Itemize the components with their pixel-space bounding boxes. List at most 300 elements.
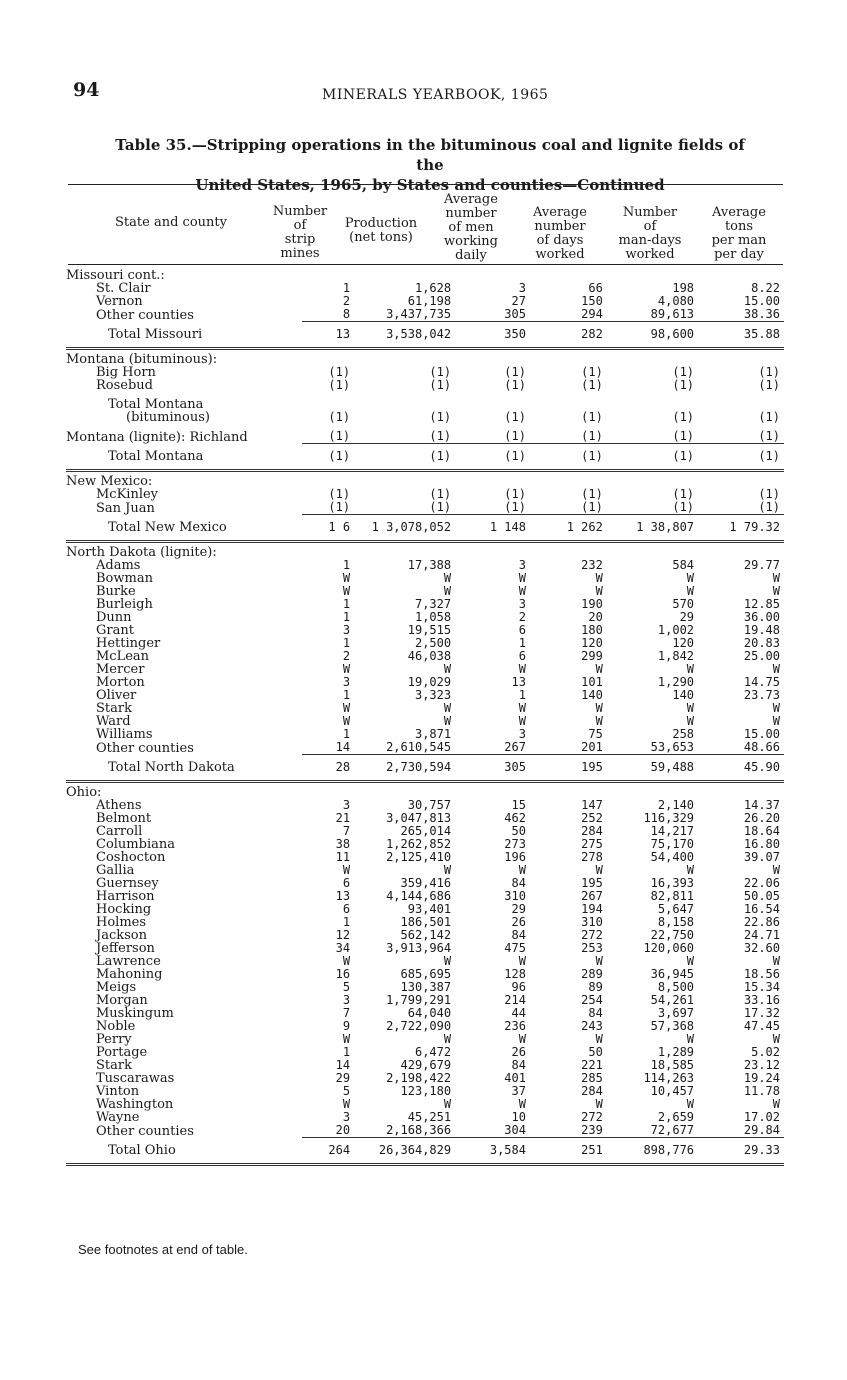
cell-days-worked: 253 [581, 941, 603, 955]
cell-man-days: (1) [672, 378, 695, 392]
cell-days-worked: 180 [581, 623, 603, 637]
cell-men-daily: 27 [511, 294, 526, 308]
cell-man-days: (1) [672, 429, 695, 443]
cell-men-daily: 15 [511, 798, 526, 812]
cell-days-worked: 147 [581, 798, 603, 812]
table-row [66, 942, 784, 955]
row-label: Columbiana [96, 838, 175, 851]
cell-man-days: 1 38,807 [609, 515, 698, 542]
row-label: North Dakota (lignite): [66, 545, 217, 559]
cell-tons-per-man: 17.32 [743, 1006, 780, 1020]
table-row [66, 430, 784, 444]
row-label: (bituminous) [126, 411, 210, 424]
cell-tons-per-man: 39.07 [743, 850, 780, 864]
cell-production: 4,144,686 [386, 889, 452, 903]
cell-tons-per-man: (1) [758, 487, 780, 501]
cell-strip-mines: W [342, 1097, 351, 1111]
row-label: Gallia [96, 864, 135, 877]
cell-days-worked: 1 262 [532, 515, 609, 542]
cell-man-days: 1,842 [657, 649, 695, 663]
row-label: Vinton [96, 1085, 140, 1098]
cell-tons-per-man: 19.24 [743, 1071, 780, 1085]
row-label: Big Horn [96, 366, 156, 379]
cell-strip-mines: W [342, 863, 351, 877]
cell-tons-per-man: 1 79.32 [698, 515, 784, 542]
cell-tons-per-man: (1) [758, 410, 780, 424]
cell-men-daily: 273 [504, 837, 526, 851]
cell-production: W [443, 954, 452, 968]
cell-production: 123,180 [400, 1084, 452, 1098]
cell-man-days: 2,140 [657, 798, 695, 812]
row-label: Burleigh [96, 598, 153, 611]
table-row [66, 741, 784, 755]
cell-man-days: (1) [672, 500, 695, 514]
cell-men-daily: 305 [455, 755, 532, 782]
cell-men-daily: W [518, 1032, 526, 1046]
cell-production: W [443, 1032, 452, 1046]
cell-strip-mines: 14 [335, 740, 351, 754]
cell-men-daily: 13 [511, 675, 526, 689]
cell-men-daily: 6 [518, 623, 526, 637]
cell-days-worked: 150 [581, 294, 603, 308]
cell-days-worked: (1) [532, 444, 609, 471]
cell-strip-mines: 34 [335, 941, 351, 955]
row-label: Hettinger [96, 637, 161, 650]
cell-strip-mines: 1 [342, 610, 351, 624]
cell-strip-mines: 7 [342, 1006, 351, 1020]
cell-men-daily: 3,584 [455, 1138, 532, 1165]
cell-tons-per-man: 33.16 [743, 993, 780, 1007]
table-row [66, 379, 784, 392]
cell-strip-mines: 1 [342, 915, 351, 929]
cell-man-days: 72,677 [650, 1123, 695, 1137]
cell-strip-mines: (1) [328, 500, 351, 514]
cell-production: 1,262,852 [386, 837, 452, 851]
cell-men-daily: 37 [511, 1084, 526, 1098]
cell-days-worked: 310 [581, 915, 603, 929]
cell-men-daily: 3 [518, 597, 526, 611]
cell-man-days: 116,329 [643, 811, 695, 825]
cell-man-days: 198 [672, 281, 695, 295]
cell-man-days: 98,600 [609, 322, 698, 349]
empty-cells [302, 266, 784, 282]
cell-man-days: 54,261 [650, 993, 695, 1007]
cell-tons-per-man: 48.66 [743, 740, 780, 754]
row-label: Dunn [96, 611, 132, 624]
row-label: Grant [96, 624, 134, 637]
cell-man-days: 22,750 [650, 928, 695, 942]
cell-man-days: 18,585 [650, 1058, 695, 1072]
cell-men-daily: 350 [455, 322, 532, 349]
cell-tons-per-man: 14.75 [743, 675, 780, 689]
cell-man-days: 1,002 [657, 623, 695, 637]
cell-production: 7,327 [414, 597, 452, 611]
row-label: Belmont [96, 812, 152, 825]
cell-men-daily: (1) [504, 487, 526, 501]
cell-days-worked: 278 [581, 850, 603, 864]
cell-man-days: 10,457 [650, 1084, 695, 1098]
cell-production: 2,168,366 [386, 1123, 452, 1137]
row-label: Ward [96, 715, 131, 728]
cell-man-days: 16,393 [650, 876, 695, 890]
cell-tons-per-man: 32.60 [743, 941, 780, 955]
cell-men-daily: (1) [455, 444, 532, 471]
cell-days-worked: 195 [581, 876, 603, 890]
cell-tons-per-man: 8.22 [751, 281, 780, 295]
table-row [66, 650, 784, 663]
cell-men-daily: W [518, 571, 526, 585]
cell-strip-mines: 3 [342, 993, 351, 1007]
cell-men-daily: 29 [511, 902, 526, 916]
header-average-days: Average number of days worked [533, 205, 587, 262]
cell-production: 2,198,422 [386, 1071, 452, 1085]
cell-tons-per-man: 50.05 [743, 889, 780, 903]
cell-man-days: 114,263 [643, 1071, 695, 1085]
row-label: McLean [96, 650, 150, 663]
cell-strip-mines: 5 [342, 1084, 351, 1098]
cell-man-days: 5,647 [657, 902, 695, 916]
cell-strip-mines: 2 [342, 649, 351, 663]
page-number: 94 [73, 79, 100, 101]
row-label: Mercer [96, 663, 145, 676]
cell-production: W [443, 701, 452, 715]
row-label: Holmes [96, 916, 147, 929]
cell-production: W [443, 662, 452, 676]
cell-strip-mines: 14 [335, 1058, 351, 1072]
cell-men-daily: (1) [504, 410, 526, 424]
section-row [66, 542, 784, 560]
row-label: Guernsey [96, 877, 159, 890]
cell-man-days: 29 [679, 610, 695, 624]
row-label: Bowman [96, 572, 153, 585]
cell-production: 61,198 [407, 294, 452, 308]
cell-man-days: 57,368 [650, 1019, 695, 1033]
cell-strip-mines: 6 [342, 902, 351, 916]
cell-man-days: 570 [672, 597, 695, 611]
cell-tons-per-man: 11.78 [743, 1084, 780, 1098]
row-label: Harrison [96, 890, 155, 903]
cell-man-days: 258 [672, 727, 695, 741]
cell-production: 3,047,813 [386, 811, 452, 825]
cell-strip-mines: 16 [335, 967, 351, 981]
row-label: St. Clair [96, 282, 151, 295]
cell-production: 19,515 [407, 623, 452, 637]
cell-days-worked: 232 [581, 558, 603, 572]
cell-strip-mines: W [342, 714, 351, 728]
row-label: Meigs [96, 981, 137, 994]
cell-tons-per-man: 15.00 [743, 727, 780, 741]
row-label: Total North Dakota [66, 755, 302, 782]
row-label: Wayne [96, 1111, 140, 1124]
table-row [66, 689, 784, 702]
cell-tons-per-man: 22.06 [743, 876, 780, 890]
section-row [66, 782, 784, 800]
cell-men-daily: 96 [511, 980, 526, 994]
table-row [66, 1124, 784, 1138]
cell-days-worked: W [595, 954, 603, 968]
cell-strip-mines: W [342, 584, 351, 598]
row-label: Total Montana [108, 398, 204, 411]
cell-men-daily: W [518, 863, 526, 877]
table-title-line-1: Table 35.—Stripping operations in the bituminous coal and lignite fields of the [115, 136, 745, 174]
cell-production: 19,029 [407, 675, 452, 689]
cell-days-worked: W [595, 701, 603, 715]
cell-man-days: 120 [672, 636, 695, 650]
row-label: Missouri cont.: [66, 268, 165, 282]
cell-men-daily: W [518, 1097, 526, 1111]
cell-men-daily: W [518, 584, 526, 598]
cell-production: (1) [429, 487, 452, 501]
cell-production: 6,472 [414, 1045, 452, 1059]
cell-man-days: W [686, 662, 695, 676]
cell-days-worked: 120 [581, 636, 603, 650]
cell-strip-mines: 1 [342, 281, 351, 295]
cell-men-daily: 214 [504, 993, 526, 1007]
row-label: Athens [96, 799, 142, 812]
empty-cells [302, 349, 784, 367]
header-bottom-rule [68, 264, 783, 265]
cell-man-days: W [686, 571, 695, 585]
cell-tons-per-man: 36.00 [743, 610, 780, 624]
cell-man-days: (1) [672, 365, 695, 379]
cell-production: 45,251 [407, 1110, 452, 1124]
cell-men-daily: (1) [504, 500, 526, 514]
cell-tons-per-man: 20.83 [743, 636, 780, 650]
section-row [66, 471, 784, 489]
cell-strip-mines: 1 [342, 688, 351, 702]
cell-production: W [443, 1097, 452, 1111]
header-man-days: Number of man-days worked [618, 205, 682, 262]
cell-strip-mines: 7 [342, 824, 351, 838]
cell-men-daily: 310 [504, 889, 526, 903]
cell-strip-mines: 13 [335, 889, 351, 903]
cell-man-days: 4,080 [657, 294, 695, 308]
cell-tons-per-man: W [772, 863, 780, 877]
cell-tons-per-man: 26.20 [743, 811, 780, 825]
cell-days-worked: 190 [581, 597, 603, 611]
table-title-line-2: United States, 1965, by States and counties—Continued [195, 176, 665, 194]
cell-strip-mines: (1) [328, 378, 351, 392]
cell-production: 1,799,291 [386, 993, 452, 1007]
cell-tons-per-man: 16.80 [743, 837, 780, 851]
cell-strip-mines: 3 [342, 1110, 351, 1124]
row-label: McKinley [96, 488, 159, 501]
cell-production: 2,730,594 [356, 755, 455, 782]
cell-strip-mines: (1) [328, 365, 351, 379]
cell-man-days: W [686, 1097, 695, 1111]
cell-tons-per-man: W [772, 1032, 780, 1046]
cell-strip-mines: 5 [342, 980, 351, 994]
cell-tons-per-man: 24.71 [743, 928, 780, 942]
cell-days-worked: 194 [581, 902, 603, 916]
cell-days-worked: W [595, 571, 603, 585]
cell-days-worked: 289 [581, 967, 603, 981]
header-average-men: Average number of men working daily [444, 192, 498, 263]
cell-days-worked: 20 [588, 610, 603, 624]
cell-men-daily: 84 [511, 876, 526, 890]
cell-tons-per-man: 47.45 [743, 1019, 780, 1033]
cell-man-days: 2,659 [657, 1110, 695, 1124]
cell-days-worked: 101 [581, 675, 603, 689]
cell-men-daily: (1) [504, 429, 526, 443]
total-row [66, 1138, 784, 1165]
empty-cells [302, 398, 784, 411]
cell-tons-per-man: (1) [758, 500, 780, 514]
cell-tons-per-man: 19.48 [743, 623, 780, 637]
cell-men-daily: W [518, 954, 526, 968]
row-label: Carroll [96, 825, 143, 838]
cell-days-worked: 195 [532, 755, 609, 782]
cell-strip-mines: 6 [342, 876, 351, 890]
cell-tons-per-man: (1) [758, 378, 780, 392]
cell-days-worked: 140 [581, 688, 603, 702]
cell-days-worked: 221 [581, 1058, 603, 1072]
cell-days-worked: (1) [581, 429, 603, 443]
cell-strip-mines: 3 [342, 675, 351, 689]
cell-production: 429,679 [400, 1058, 452, 1072]
cell-strip-mines: (1) [328, 410, 351, 424]
cell-man-days: 120,060 [643, 941, 695, 955]
cell-tons-per-man: 12.85 [743, 597, 780, 611]
cell-tons-per-man: W [772, 954, 780, 968]
cell-days-worked: 275 [581, 837, 603, 851]
cell-production: 359,416 [400, 876, 452, 890]
row-label: Total New Mexico [66, 515, 302, 542]
row-label: Rosebud [96, 379, 153, 392]
cell-men-daily: 84 [511, 1058, 526, 1072]
cell-production: 26,364,829 [356, 1138, 455, 1165]
cell-production: W [443, 863, 452, 877]
cell-tons-per-man: 25.00 [743, 649, 780, 663]
cell-production: (1) [429, 365, 452, 379]
cell-production: 46,038 [407, 649, 452, 663]
table-row [66, 702, 784, 715]
cell-man-days: W [686, 584, 695, 598]
empty-cells [302, 542, 784, 560]
cell-strip-mines: 11 [335, 850, 351, 864]
cell-man-days: 3,697 [657, 1006, 695, 1020]
cell-man-days: (1) [609, 444, 698, 471]
row-label: Tuscarawas [96, 1072, 175, 1085]
cell-men-daily: W [518, 714, 526, 728]
cell-production: 186,501 [400, 915, 452, 929]
cell-days-worked: 243 [581, 1019, 603, 1033]
cell-days-worked: 89 [588, 980, 603, 994]
cell-strip-mines: 8 [342, 307, 351, 321]
cell-strip-mines: 38 [335, 837, 351, 851]
table-row [66, 1085, 784, 1098]
cell-production: W [443, 714, 452, 728]
cell-days-worked: 282 [532, 322, 609, 349]
row-label: Stark [96, 1059, 132, 1072]
cell-tons-per-man: 35.88 [698, 322, 784, 349]
cell-strip-mines: 13 [302, 322, 356, 349]
cell-production: 17,388 [407, 558, 452, 572]
row-label: Morgan [96, 994, 148, 1007]
cell-tons-per-man: (1) [698, 444, 784, 471]
row-label: Hocking [96, 903, 152, 916]
cell-production: W [443, 584, 452, 598]
cell-tons-per-man: W [772, 1097, 780, 1111]
cell-tons-per-man: 22.86 [743, 915, 780, 929]
cell-production: 1,628 [414, 281, 452, 295]
cell-man-days: (1) [672, 487, 695, 501]
cell-days-worked: 272 [581, 928, 603, 942]
total-row [66, 515, 784, 542]
cell-production: 2,610,545 [386, 740, 452, 754]
cell-men-daily: 3 [518, 558, 526, 572]
row-label: Vernon [96, 295, 143, 308]
cell-production: 2,722,090 [386, 1019, 452, 1033]
cell-men-daily: 3 [518, 727, 526, 741]
total-row [66, 444, 784, 471]
cell-days-worked: 294 [581, 307, 603, 321]
cell-production: 3,538,042 [356, 322, 455, 349]
cell-men-daily: 462 [504, 811, 526, 825]
cell-days-worked: W [595, 662, 603, 676]
cell-days-worked: 267 [581, 889, 603, 903]
cell-man-days: 14,217 [650, 824, 695, 838]
cell-tons-per-man: 23.73 [743, 688, 780, 702]
cell-tons-per-man: 5.02 [751, 1045, 780, 1059]
stripping-operations-table [66, 266, 784, 1166]
empty-cells [302, 782, 784, 800]
cell-strip-mines: 1 [342, 727, 351, 741]
cell-men-daily: 1 148 [455, 515, 532, 542]
cell-men-daily: 10 [511, 1110, 526, 1124]
cell-tons-per-man: 15.34 [743, 980, 780, 994]
cell-strip-mines: W [342, 662, 351, 676]
cell-men-daily: W [518, 662, 526, 676]
row-label: Stark [96, 702, 132, 715]
cell-men-daily: 305 [504, 307, 526, 321]
cell-men-daily: 26 [511, 1045, 526, 1059]
cell-man-days: (1) [672, 410, 695, 424]
cell-production: 2,125,410 [386, 850, 452, 864]
cell-man-days: 89,613 [650, 307, 695, 321]
row-label: Total Montana [66, 444, 302, 471]
cell-man-days: 53,653 [650, 740, 695, 754]
cell-days-worked: 201 [581, 740, 603, 754]
cell-strip-mines: (1) [328, 487, 351, 501]
cell-tons-per-man: W [772, 584, 780, 598]
cell-days-worked: 284 [581, 824, 603, 838]
cell-production: 3,437,735 [386, 307, 452, 321]
cell-man-days: 898,776 [609, 1138, 698, 1165]
cell-strip-mines: 1 [342, 597, 351, 611]
cell-days-worked: 252 [581, 811, 603, 825]
cell-men-daily: 1 [518, 688, 526, 702]
row-label: Washington [96, 1098, 174, 1111]
section-row [66, 266, 784, 282]
cell-days-worked: 75 [588, 727, 603, 741]
row-label: Portage [96, 1046, 148, 1059]
table-row [66, 1020, 784, 1033]
cell-strip-mines: W [342, 571, 351, 585]
cell-strip-mines: 3 [342, 623, 351, 637]
cell-man-days: 54,400 [650, 850, 695, 864]
cell-men-daily: 401 [504, 1071, 526, 1085]
row-label: Adams [96, 559, 141, 572]
header-top-rule [68, 184, 783, 185]
cell-man-days: 8,158 [657, 915, 695, 929]
row-label: Lawrence [96, 955, 161, 968]
cell-production: 3,871 [414, 727, 452, 741]
cell-production: 1 3,078,052 [356, 515, 455, 542]
cell-production: 3,323 [414, 688, 452, 702]
table-row [66, 572, 784, 585]
cell-man-days: 75,170 [650, 837, 695, 851]
